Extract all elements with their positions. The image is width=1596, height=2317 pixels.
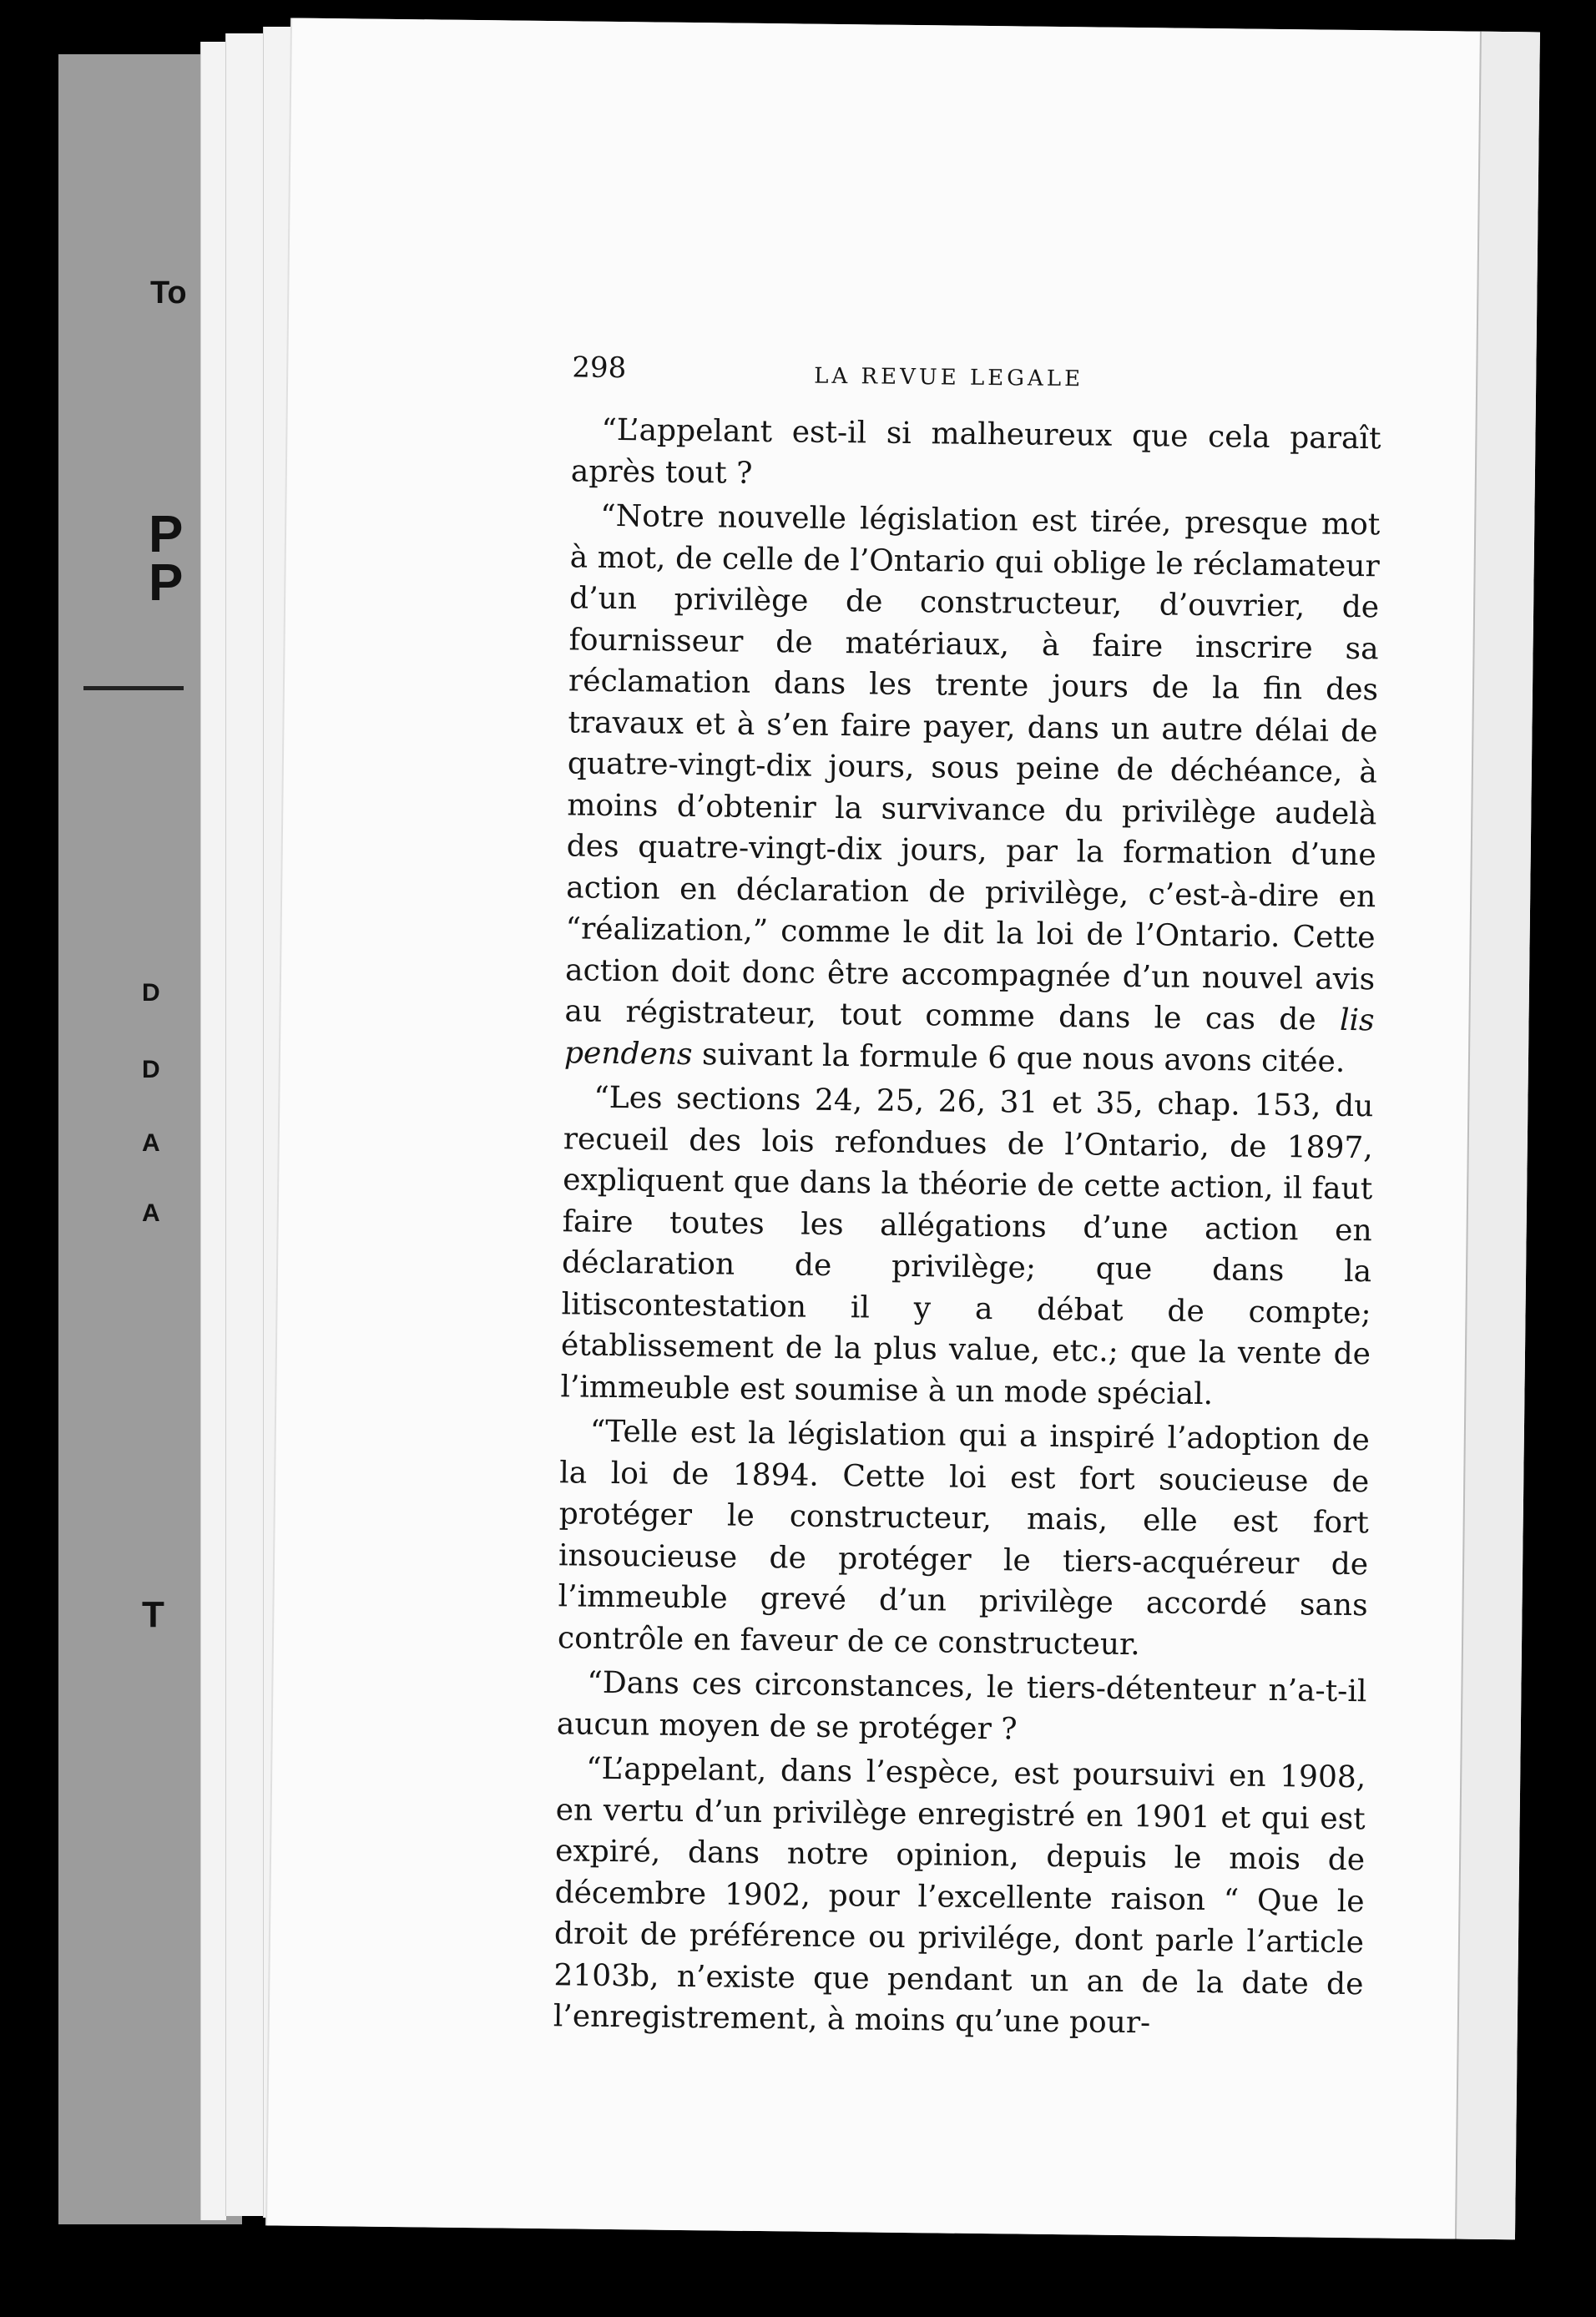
paragraph: “Dans ces circonstances, le tiers-détenteur n’a-t-il aucun moyen de se protéger ?	[556, 1665, 1367, 1747]
page-edge-shadow	[1455, 32, 1540, 2240]
page-stack-edge	[200, 42, 226, 2220]
background-fragment: D	[142, 1056, 160, 1083]
paragraph: “Telle est la législation qui a inspiré l’adoption de la loi de 1894. Cette loi est fort soucieuse de protéger le constructeur, mais, elle est fort insoucieuse de protéger le tiers-acquéreur de l’immeuble grevé d’un privilège accordé sans contrôle en faveur de ce constructeur.	[557, 1414, 1371, 1662]
paragraph-text: suivant la formule 6 que nous avons citée.	[692, 1037, 1346, 1079]
background-fragment: A	[142, 1199, 160, 1227]
paragraph-text: “Notre nouvelle législation est tirée, presque mot à mot, de celle de l’Ontario qui oblige le réclamateur d’un privilège de constructeur, d’ouvrier, de fournisseur de matériaux, à faire inscrire sa réclamation dans les trente jours de la fin des travaux et à s’en faire payer, dans un autre délai de quatre-vingt-dix jours, sous peine de déchéance, à moins d’obtenir la survivance du privilège audelà des quatre-vingt-dix jours, par la formation d’une action en déclaration de privilège, c’est-à-dire en “réalization,” comme le dit la loi de l’Ontario. Cette action doit donc être accompagnée d’un nouvel avis au régistrateur, tout comme dans le cas de	[564, 498, 1381, 1037]
paragraph: “L’appelant, dans l’espèce, est poursuivi en 1908, en vertu d’un privilège enregistré en 1901 et qui est expiré, dans notre opinion, depuis le mois de décembre 1902, pour l’excellente raison “ Que le droit de préférence ou privilége, dont parle l’article 2103b, n’existe que pendant un an de la date de l’enregistrement, à moins qu’une pour-	[553, 1751, 1366, 2041]
paragraph: “L’appelant est-il si malheureux que cela paraît après tout ?	[570, 412, 1381, 491]
background-fragment: T	[142, 1594, 164, 1635]
background-fragment: D	[142, 979, 160, 1007]
page-stack-edge	[225, 33, 264, 2216]
background-fragment: To	[150, 275, 187, 310]
background-fragment: P	[149, 554, 184, 612]
paragraph: “Les sections 24, 25, 26, 31 et 35, chap. 153, du recueil des lois refondues de l’Ontario, de 1897, expliquent que dans la théorie de cette action, il faut faire toutes les allégations d’une action en déclaration de privilège; que dans la litiscontestation il y a débat de compte; établissement de la plus value, etc.; que la vente de l’immeuble est soumise à un mode spécial.	[560, 1080, 1374, 1411]
journal-title: LA REVUE LEGALE	[814, 363, 1084, 392]
page-number: 298	[572, 351, 627, 386]
text-block	[553, 351, 1382, 2049]
italic-phrase: lis pendens	[563, 1002, 1375, 1072]
book-page	[267, 18, 1540, 2240]
background-fragment: A	[142, 1129, 160, 1157]
paragraph	[564, 495, 1381, 1083]
running-head	[572, 351, 1382, 418]
background-rule	[83, 686, 184, 690]
background-fragment: P	[149, 506, 184, 563]
